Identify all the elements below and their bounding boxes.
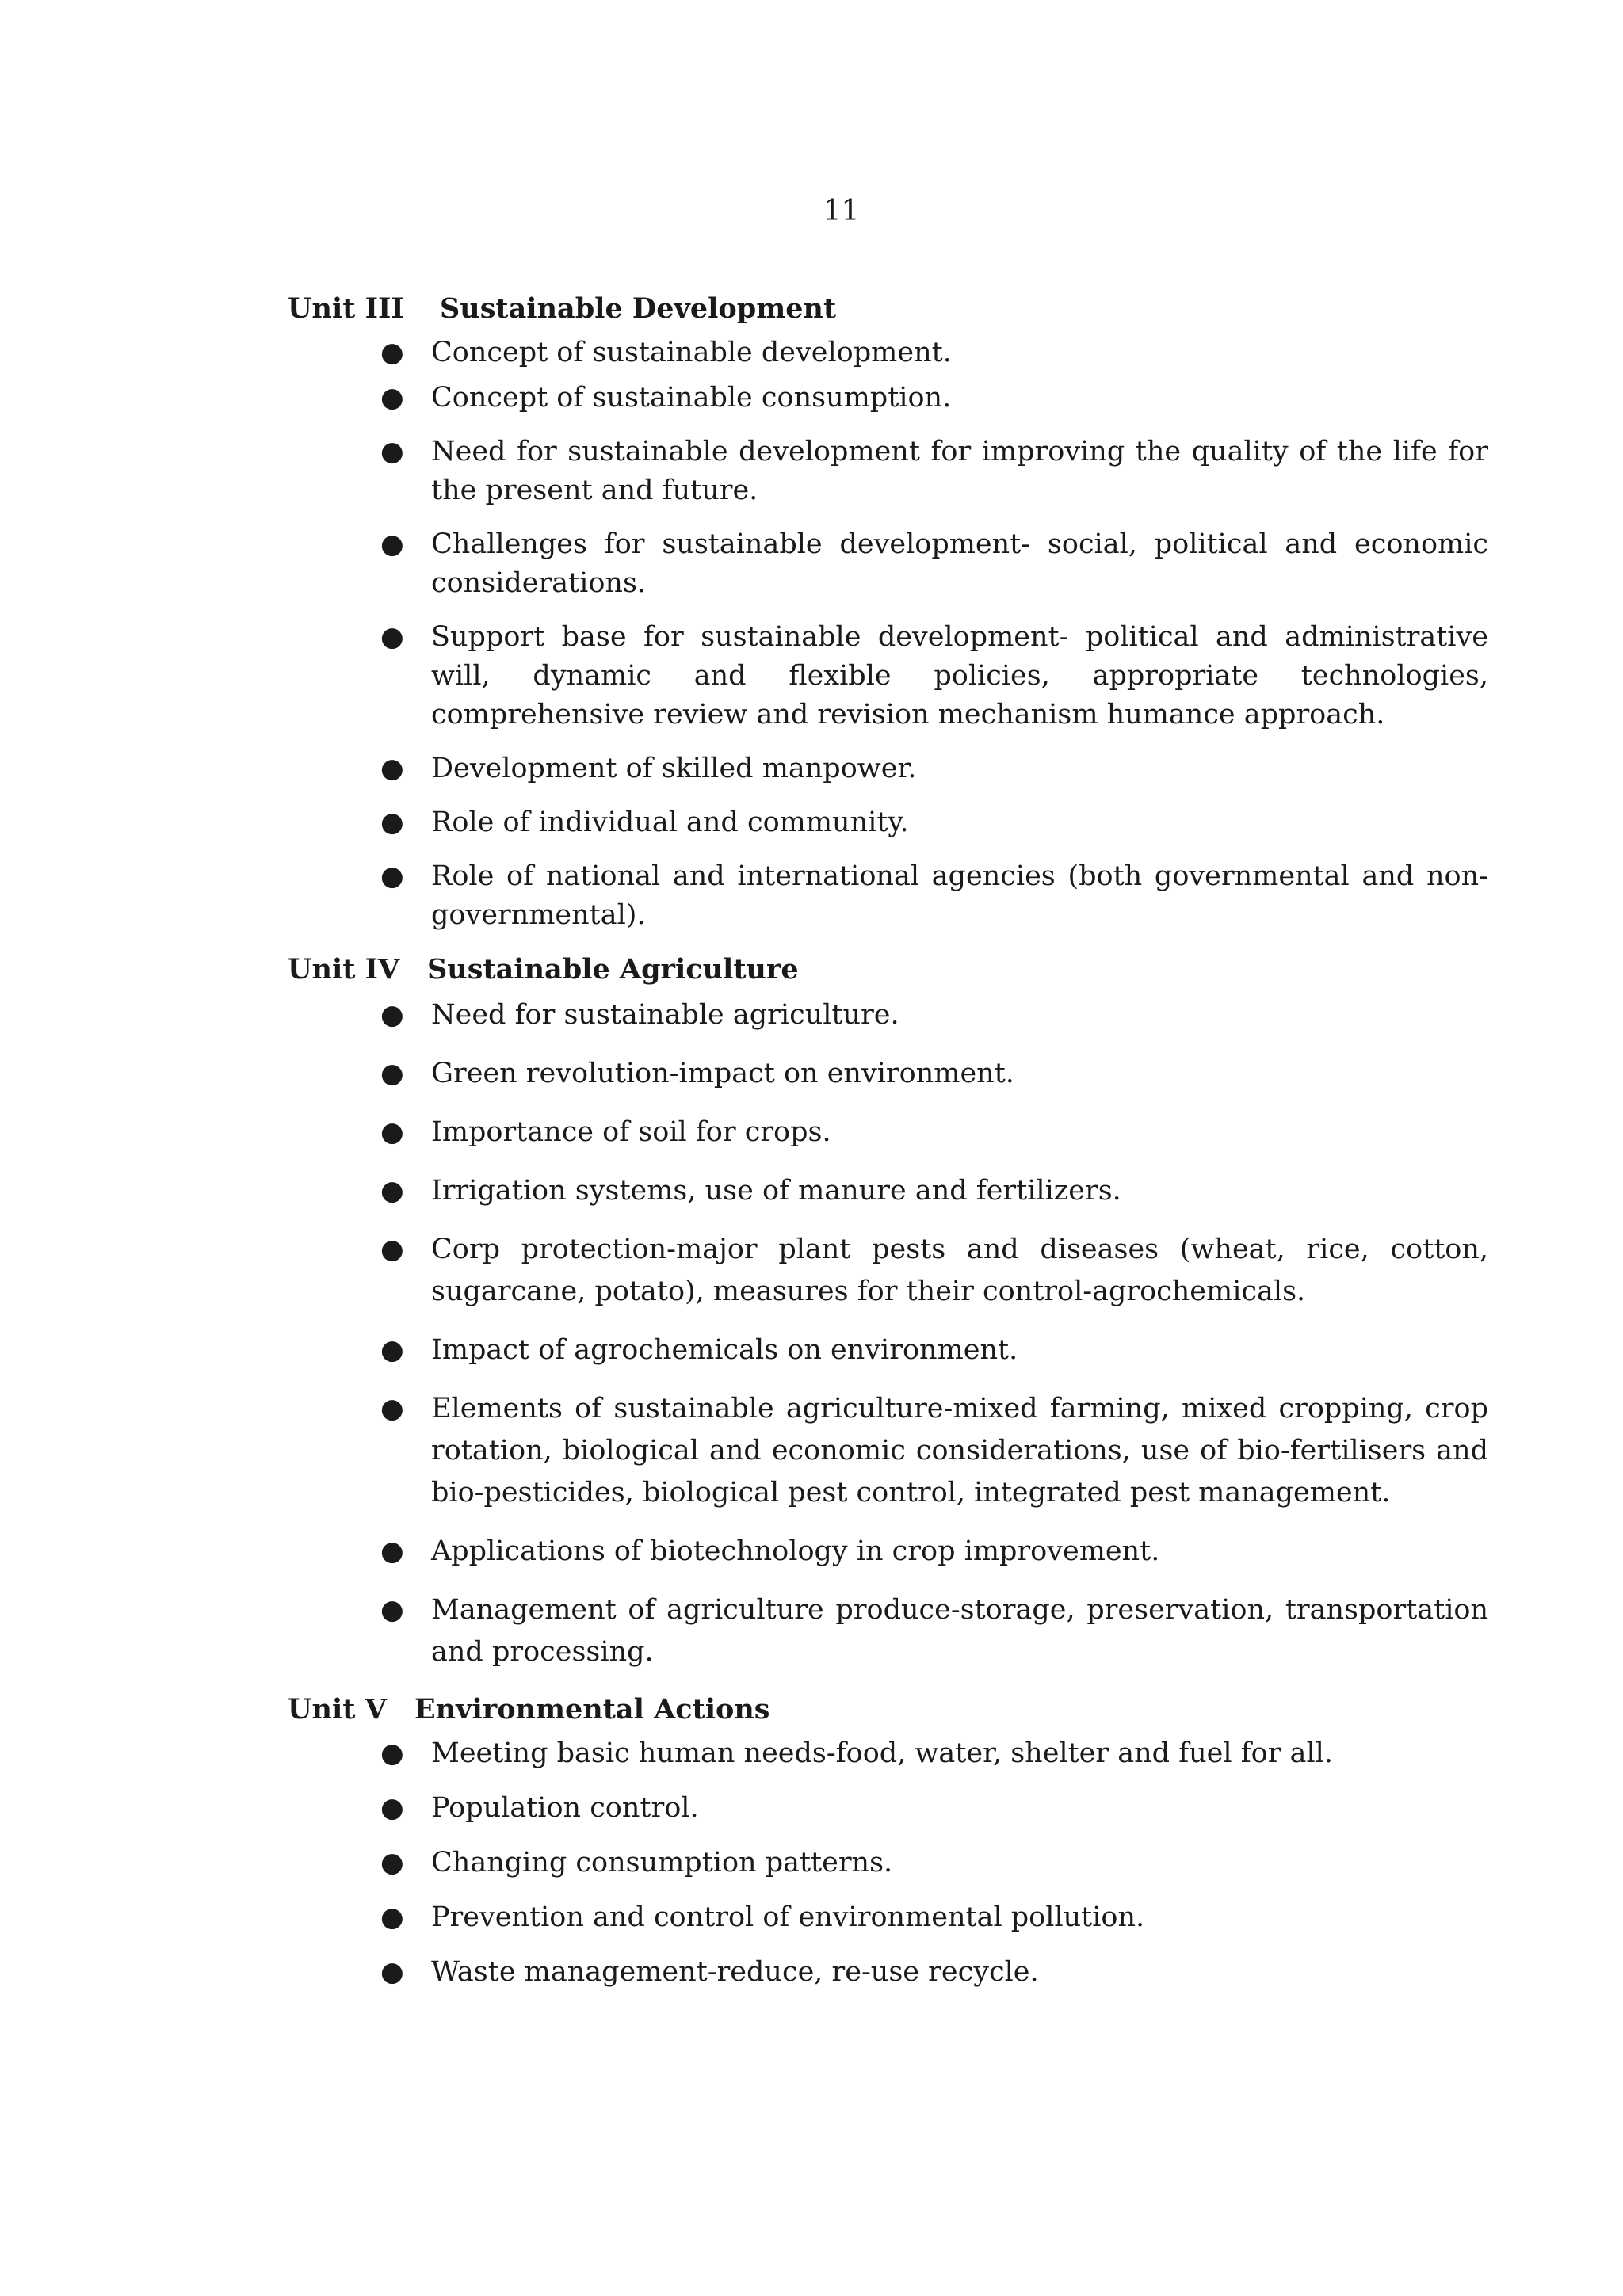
unit-heading — [288, 1690, 1488, 1730]
bullet-icon: ● — [380, 436, 404, 467]
bullet-icon: ● — [380, 1334, 404, 1366]
list-item-text: Concept of sustainable development. — [431, 337, 952, 368]
list-item — [288, 618, 1488, 734]
bullet-icon: ● — [380, 1234, 404, 1265]
bullet-icon: ● — [380, 753, 404, 784]
list-item-text: Green revolution-impact on environment. — [431, 1058, 1014, 1089]
bullet-icon: ● — [380, 528, 404, 560]
list-item — [288, 1531, 1488, 1573]
bullet-icon: ● — [380, 1116, 404, 1148]
list-item — [288, 1953, 1488, 1992]
list-item-text: Waste management-reduce, re-use recycle. — [431, 1956, 1039, 1988]
page-number: 11 — [823, 195, 860, 227]
list-item — [288, 1734, 1488, 1773]
unit-topic-list — [288, 334, 1488, 935]
bullet-icon: ● — [380, 1393, 404, 1425]
list-item-text: Importance of soil for crops. — [431, 1116, 831, 1148]
list-item — [288, 857, 1488, 935]
bullet-icon: ● — [380, 1792, 404, 1824]
list-item — [288, 1112, 1488, 1154]
unit-label: Unit V — [288, 1693, 387, 1726]
bullet-icon: ● — [380, 1594, 404, 1626]
list-item-text: Impact of agrochemicals on environment. — [431, 1334, 1018, 1366]
list-item — [288, 433, 1488, 510]
unit-section — [288, 289, 1488, 935]
unit-heading — [288, 289, 1488, 329]
unit-title: Environmental Actions — [414, 1693, 770, 1726]
bullet-icon: ● — [380, 621, 404, 653]
bullet-icon: ● — [380, 382, 404, 414]
list-item — [288, 1789, 1488, 1828]
list-item-text: Prevention and control of environmental pollution. — [431, 1901, 1145, 1933]
list-item-text: Need for sustainable agriculture. — [431, 999, 899, 1031]
bullet-icon: ● — [380, 807, 404, 838]
list-item — [288, 1229, 1488, 1313]
list-item-text: Concept of sustainable consumption. — [431, 382, 952, 414]
unit-label: Unit III — [288, 292, 404, 325]
list-item-text: Management of agriculture produce-storage, preservation, transportation and processing. — [431, 1594, 1488, 1668]
list-item — [288, 1170, 1488, 1212]
list-item-text: Changing consumption patterns. — [431, 1847, 893, 1878]
list-item-text: Population control. — [431, 1792, 699, 1824]
list-item — [288, 749, 1488, 788]
bullet-icon: ● — [380, 1535, 404, 1567]
list-item — [288, 1388, 1488, 1514]
unit-topic-list — [288, 994, 1488, 1673]
unit-label: Unit IV — [288, 953, 400, 986]
list-item — [288, 803, 1488, 842]
unit-topic-list — [288, 1734, 1488, 1992]
list-item-text: Support base for sustainable development- political and administrative will, dynamic and flexible policies, appropriate technologies, comprehensive review and revision mechanism humance approach. — [431, 621, 1488, 730]
list-item-text: Corp protection-major plant pests and diseases (wheat, rice, cotton, sugarcane, potato), measures for their control-agrochemicals. — [431, 1234, 1488, 1307]
list-item — [288, 1898, 1488, 1937]
list-item-text: Development of skilled manpower. — [431, 753, 917, 784]
list-item — [288, 379, 1488, 418]
bullet-icon: ● — [380, 337, 404, 368]
list-item-text: Need for sustainable development for improving the quality of the life for the present and future. — [431, 436, 1488, 506]
bullet-icon: ● — [380, 1175, 404, 1207]
unit-section — [288, 1690, 1488, 1992]
syllabus-content — [288, 289, 1488, 2008]
list-item-text: Role of national and international agencies (both governmental and non-governmental). — [431, 860, 1488, 931]
bullet-icon: ● — [380, 1737, 404, 1769]
list-item — [288, 1329, 1488, 1371]
unit-title: Sustainable Development — [440, 292, 837, 325]
unit-heading — [288, 950, 1488, 990]
list-item — [288, 1053, 1488, 1095]
list-item-text: Applications of biotechnology in crop improvement. — [431, 1535, 1160, 1567]
unit-section — [288, 950, 1488, 1673]
bullet-icon: ● — [380, 1956, 404, 1988]
unit-title: Sustainable Agriculture — [427, 953, 799, 986]
bullet-icon: ● — [380, 1058, 404, 1089]
list-item-text: Meeting basic human needs-food, water, shelter and fuel for all. — [431, 1737, 1333, 1769]
list-item — [288, 334, 1488, 372]
list-item-text: Irrigation systems, use of manure and fertilizers. — [431, 1175, 1121, 1207]
bullet-icon: ● — [380, 1847, 404, 1878]
bullet-icon: ● — [380, 999, 404, 1031]
list-item — [288, 1844, 1488, 1882]
list-item-text: Elements of sustainable agriculture-mixed farming, mixed cropping, crop rotation, biological and economic considerations, use of bio-fertilisers and bio-pesticides, biological pest control, integrated pest management. — [431, 1393, 1488, 1508]
list-item — [288, 525, 1488, 603]
list-item — [288, 994, 1488, 1036]
list-item — [288, 1589, 1488, 1673]
bullet-icon: ● — [380, 860, 404, 892]
list-item-text: Challenges for sustainable development- social, political and economic considerations. — [431, 528, 1488, 599]
bullet-icon: ● — [380, 1901, 404, 1933]
list-item-text: Role of individual and community. — [431, 807, 909, 838]
